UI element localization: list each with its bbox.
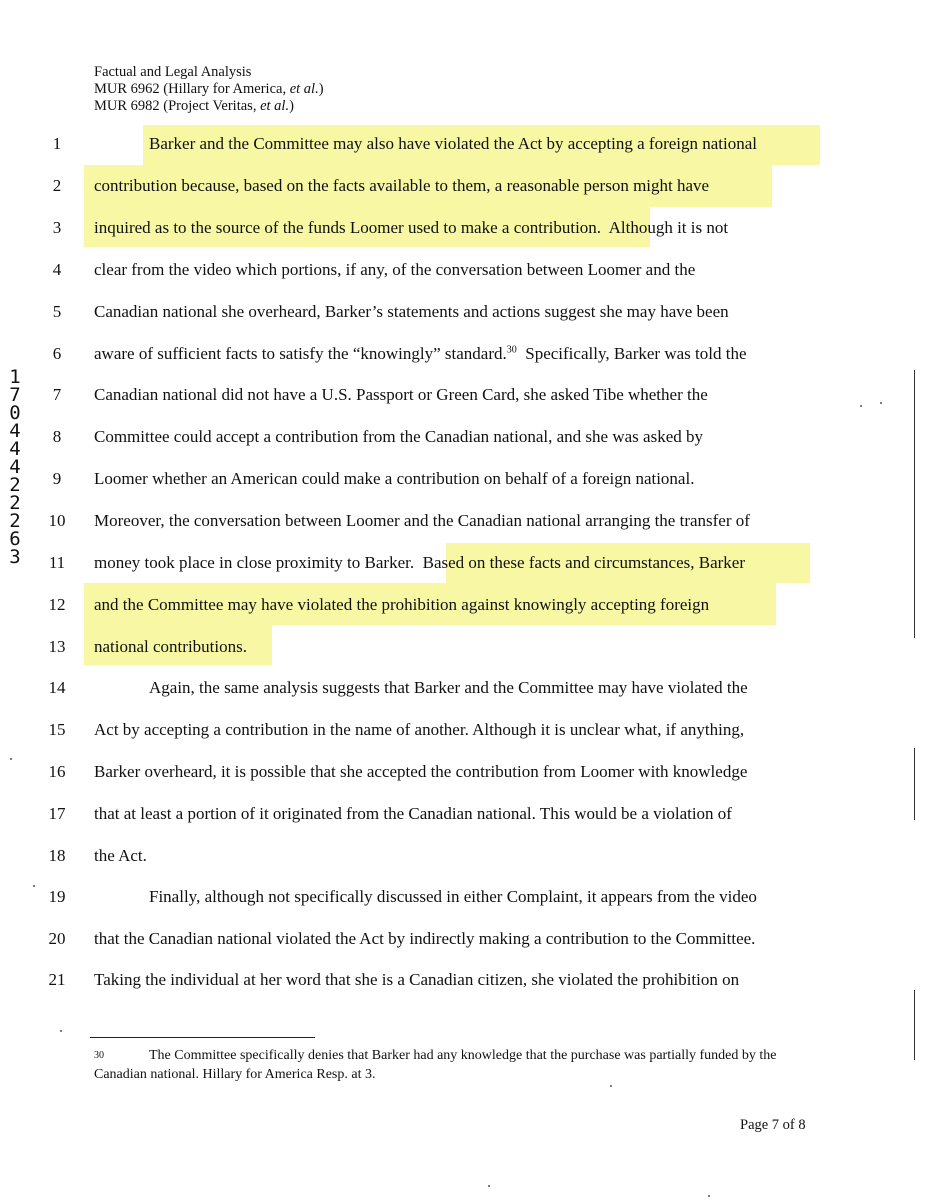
page-number: Page 7 of 8 xyxy=(740,1117,806,1133)
stamp-digit: 1 xyxy=(9,366,21,388)
document-line: Canadian national did not have a U.S. Passport or Green Card, she asked Tibe whether the xyxy=(94,385,708,404)
stamp-digit: 2 xyxy=(9,474,21,496)
document-line: and the Committee may have violated the prohibition against knowingly accepting foreign xyxy=(94,595,710,614)
stamp-digit: 3 xyxy=(9,546,21,568)
stamp-digit: 4 xyxy=(9,438,21,460)
stamp-digit: 7 xyxy=(9,384,21,406)
document-id-stamp xyxy=(2,368,28,566)
document-line: Act by accepting a contribution in the name of another. Although it is unclear what, if anything, xyxy=(94,720,745,739)
document-line: aware of sufficient facts to satisfy the “knowingly” standard.$^{30}$ Specifically, Barker was told the xyxy=(94,344,747,363)
document-line: Committee could accept a contribution from the Canadian national, and she was asked by xyxy=(94,427,703,446)
stamp-digit: 6 xyxy=(9,528,21,550)
stamp-digit: 2 xyxy=(9,510,21,532)
document-line: Finally, although not specifically discussed in either Complaint, it appears from the video xyxy=(149,887,757,906)
stamp-digit: 4 xyxy=(9,420,21,442)
document-header xyxy=(94,64,324,115)
stamp-digit: 0 xyxy=(9,402,21,424)
document-line: money took place in close proximity to Barker. Based on these facts and circumstances, Barker xyxy=(94,553,746,572)
document-line: that at least a portion of it originated from the Canadian national. This would be a violation of xyxy=(94,804,732,823)
document-line: that the Canadian national violated the Act by indirectly making a contribution to the Committee. xyxy=(94,929,756,948)
document-line: national contributions. xyxy=(94,637,247,656)
line-number: 6 xyxy=(52,344,62,363)
line-number: 17 xyxy=(48,804,66,823)
line-number: 16 xyxy=(48,762,66,781)
header-mur-6982: MUR 6982 (Project Veritas, et al.) xyxy=(94,98,294,114)
footnote-reference: 30 xyxy=(506,344,517,356)
line-number: 5 xyxy=(52,302,62,321)
document-line: Taking the individual at her word that she is a Canadian citizen, she violated the prohibition on xyxy=(94,970,740,989)
scan-speck xyxy=(60,1030,62,1032)
document-line: contribution because, based on the facts available to them, a reasonable person might have xyxy=(94,176,710,195)
line-number: 2 xyxy=(52,176,62,195)
line-number: 7 xyxy=(52,385,62,404)
line-number: 15 xyxy=(48,720,66,739)
scan-speck xyxy=(708,1195,710,1197)
line-number: 1 xyxy=(52,134,62,153)
document-line: Moreover, the conversation between Loomer and the Canadian national arranging the transfer of xyxy=(94,511,750,530)
document-line: Canadian national she overheard, Barker’s statements and actions suggest she may have been xyxy=(94,302,729,321)
document-line: clear from the video which portions, if any, of the conversation between Loomer and the xyxy=(94,260,696,279)
document-line: inquired as to the source of the funds Loomer used to make a contribution. Although it is not xyxy=(94,218,729,237)
scan-speck xyxy=(880,402,882,404)
stamp-digit: 2 xyxy=(9,492,21,514)
footnote-divider xyxy=(90,1037,315,1038)
line-number: 21 xyxy=(48,970,66,989)
footnote-marker: 30 xyxy=(94,1050,104,1061)
line-number: 11 xyxy=(48,553,66,572)
line-number: 18 xyxy=(48,846,66,865)
scan-edge-mark xyxy=(914,370,915,638)
line-number: 20 xyxy=(48,929,66,948)
line-number: 8 xyxy=(52,427,62,446)
line-number: 10 xyxy=(48,511,66,530)
scan-speck xyxy=(33,885,35,887)
scan-speck xyxy=(610,1085,612,1087)
document-line: the Act. xyxy=(94,846,147,865)
scan-edge-mark xyxy=(914,748,915,820)
document-line: Barker overheard, it is possible that she accepted the contribution from Loomer with knowledge xyxy=(94,762,748,781)
line-number: 12 xyxy=(48,595,66,614)
line-number: 13 xyxy=(48,637,66,656)
document-line: Loomer whether an American could make a contribution on behalf of a foreign national. xyxy=(94,469,695,488)
scan-edge-mark xyxy=(914,990,915,1060)
stamp-digit: 4 xyxy=(9,456,21,478)
line-number: 9 xyxy=(52,469,62,488)
line-number: 3 xyxy=(52,218,62,237)
header-mur-6962: MUR 6962 (Hillary for America, et al.) xyxy=(94,81,324,97)
footnote xyxy=(94,1046,824,1084)
header-title: Factual and Legal Analysis xyxy=(94,64,252,80)
scan-speck xyxy=(488,1185,490,1187)
line-number: 4 xyxy=(52,260,62,279)
scan-speck xyxy=(10,758,12,760)
line-number: 14 xyxy=(48,678,66,697)
document-line: Barker and the Committee may also have violated the Act by accepting a foreign national xyxy=(149,134,758,153)
scan-speck xyxy=(860,405,862,407)
footnote-text: The Committee specifically denies that Barker had any knowledge that the purchase was partially funded by the Canadian national. Hillary for America Resp. at 3. xyxy=(94,1048,777,1082)
document-line: Again, the same analysis suggests that Barker and the Committee may have violated the xyxy=(149,678,748,697)
line-number: 19 xyxy=(48,887,66,906)
